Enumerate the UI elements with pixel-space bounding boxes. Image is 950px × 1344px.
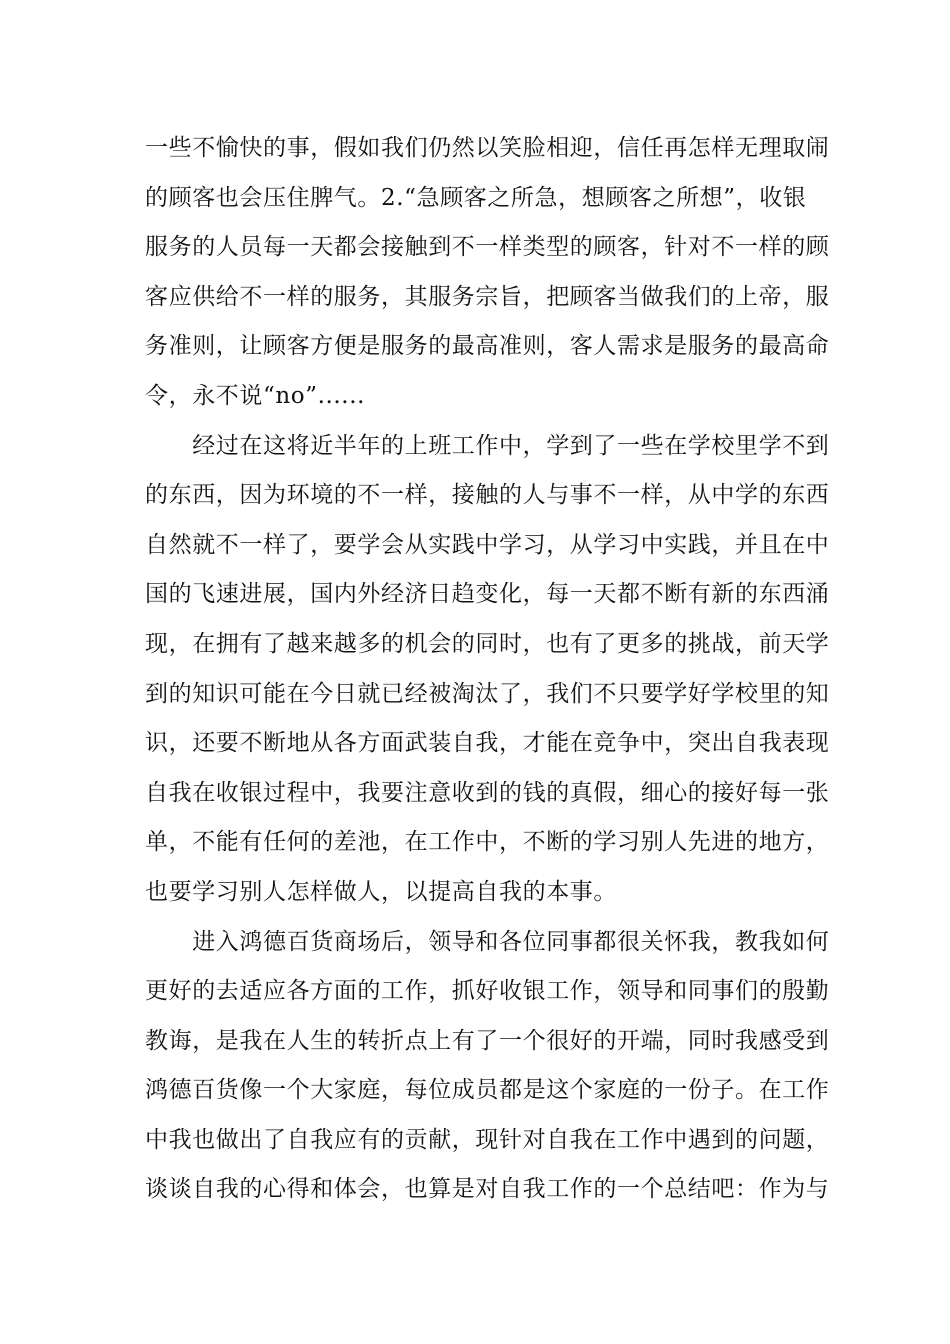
text-line: 令，永不说“no”...... xyxy=(145,382,366,409)
text-line: 现，在拥有了越来越多的机会的同时，也有了更多的挑战，前天学 xyxy=(145,630,830,657)
text-line: 国的飞速进展，国内外经济日趋变化，每一天都不断有新的东西涌 xyxy=(145,581,830,608)
text-line: 也要学习别人怎样做人，以提高自我的本事。 xyxy=(145,878,617,905)
text-line: 中我也做出了自我应有的贡献，现针对自我在工作中遇到的问题， xyxy=(145,1126,830,1153)
text-line: 进入鸿德百货商场后，领导和各位同事都很关怀我，教我如何 xyxy=(145,928,830,955)
text-line: 自然就不一样了，要学会从实践中学习，从学习中实践，并且在中 xyxy=(145,531,830,558)
text-line: 服务的人员每一天都会接触到不一样类型的顾客，针对不一样的顾 xyxy=(145,234,830,261)
text-line: 的东西，因为环境的不一样，接触的人与事不一样，从中学的东西 xyxy=(145,482,830,509)
text-line: 识，还要不断地从各方面武装自我，才能在竞争中，突出自我表现 xyxy=(145,730,830,757)
text-line: 到的知识可能在今日就已经被淘汰了，我们不只要学好学校里的知 xyxy=(145,680,830,707)
text-line: 务准则，让顾客方便是服务的最高准则，客人需求是服务的最高命 xyxy=(145,333,830,360)
text-line: 自我在收银过程中，我要注意收到的钱的真假，细心的接好每一张 xyxy=(145,779,830,806)
text-line: 单，不能有任何的差池，在工作中，不断的学习别人先进的地方， xyxy=(145,829,830,856)
body-text xyxy=(145,124,830,1215)
text-line: 一些不愉快的事，假如我们仍然以笑脸相迎，信任再怎样无理取闹 xyxy=(145,135,830,161)
text-line: 谈谈自我的心得和体会，也算是对自我工作的一个总结吧：作为与 xyxy=(145,1176,830,1203)
text-line: 经过在这将近半年的上班工作中，学到了一些在学校里学不到 xyxy=(145,432,830,459)
text-line: 更好的去适应各方面的工作，抓好收银工作，领导和同事们的殷勤 xyxy=(145,978,830,1005)
text-line: 教诲，是我在人生的转折点上有了一个很好的开端，同时我感受到 xyxy=(145,1027,830,1054)
text-line: 的顾客也会压住脾气。2.“急顾客之所急，想顾客之所想”，收银 xyxy=(145,184,807,211)
text-line: 客应供给不一样的服务，其服务宗旨，把顾客当做我们的上帝，服 xyxy=(145,283,830,310)
text-line: 鸿德百货像一个大家庭，每位成员都是这个家庭的一份子。在工作 xyxy=(145,1077,830,1104)
